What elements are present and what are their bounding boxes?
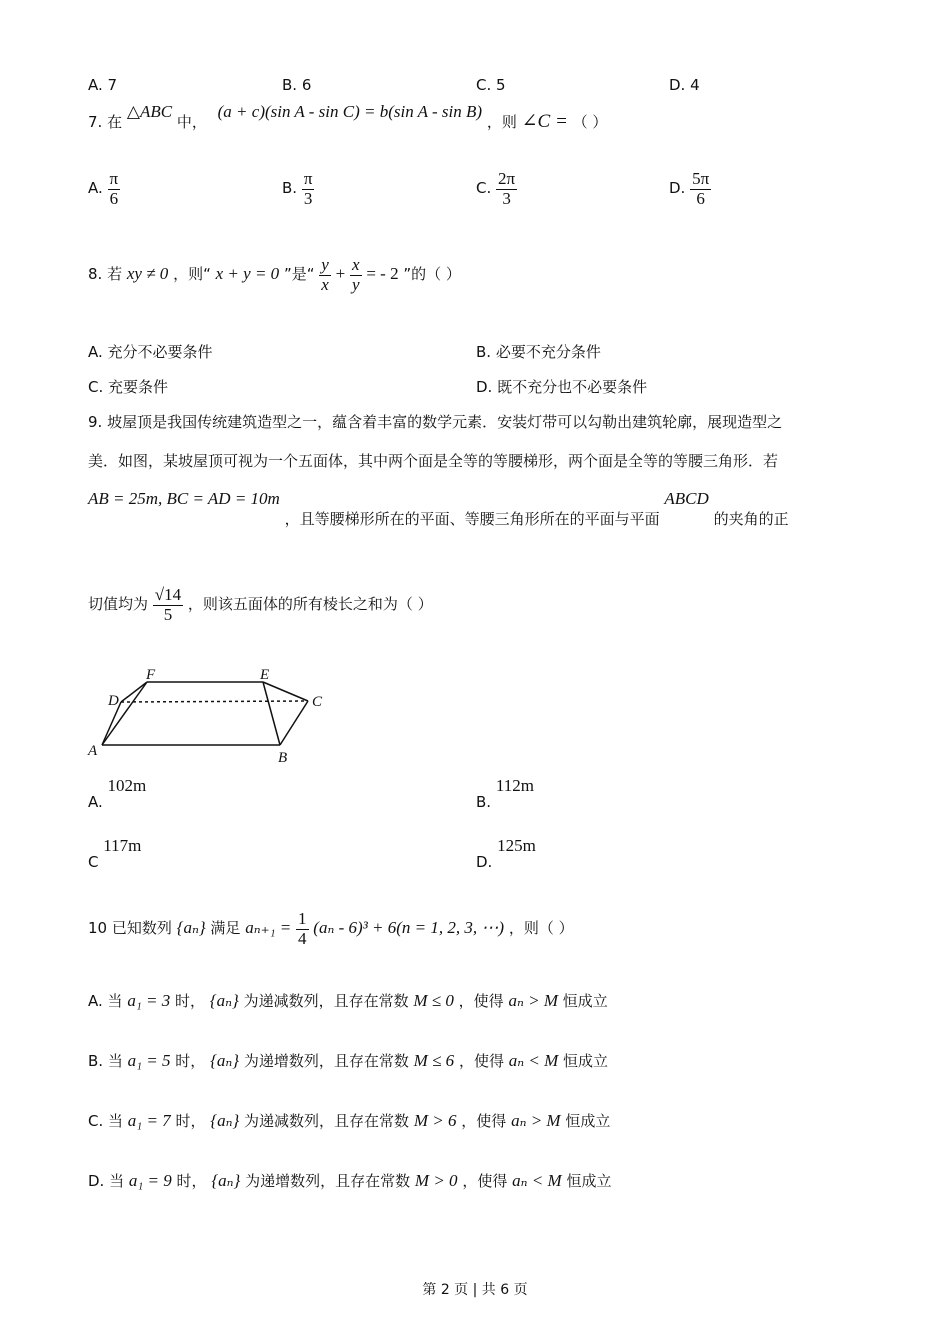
q10-option-b: B. 当 a₁ = 5 时， {aₙ} 为递增数列，且存在常数 M ≤ 6 ，使得 aₙ < M 恒成立 — [88, 1051, 609, 1070]
q8-option-a: A. 充分不必要条件 — [88, 343, 213, 361]
label-c: C — [312, 694, 323, 710]
q8-option-c: C. 充要条件 — [88, 378, 169, 396]
edge-af — [102, 682, 147, 745]
q9-option-c: C 117m — [88, 836, 142, 871]
edge-eb — [263, 682, 280, 745]
q8-option-b: B. 必要不充分条件 — [476, 343, 601, 361]
label-d: D — [108, 693, 119, 709]
label-e: E — [260, 667, 270, 683]
q6-option-a: A. 7 — [88, 76, 118, 94]
q7-option-b: B. $\frac{\pi}{3}$ — [282, 169, 313, 208]
q10-option-d: D. 当 a₁ = 9 时， {aₙ} 为递增数列，且存在常数 M > 0 ，使得 aₙ < M 恒成立 — [88, 1171, 612, 1190]
q10-option-a: A. 当 a₁ = 3 时， {aₙ} 为递减数列，且存在常数 M ≤ 0 ，使得 aₙ > M 恒成立 — [88, 991, 608, 1010]
page-footer: 第 2 页 | 共 6 页 — [422, 1282, 528, 1298]
label-f: F — [146, 667, 156, 683]
q9-line-3: AB = 25m, BC = AD = 10m ，且等腰梯形所在的平面、等腰三角形所在的平面与平面 ABCD 的夹角的正 — [88, 489, 789, 528]
q7-option-a: A. $\frac{\pi}{6}$ — [88, 169, 119, 208]
q9-line-4: 切值均为 $\frac{√14}{5}$ ，则该五面体的所有棱长之和为（ ） — [88, 585, 433, 624]
q7-option-c: C. $\frac{2\pi}{3}$ — [476, 169, 516, 208]
q6-option-b: B. 6 — [282, 76, 312, 94]
q8-option-d: D. 既不充分也不必要条件 — [476, 378, 648, 396]
q9-option-a: A. 102m — [88, 776, 147, 811]
edge-ec — [263, 682, 308, 701]
question-10-stem: 10 已知数列 {aₙ} 满足 aₙ₊₁ = $\frac{1}{4}$ (aₙ - 6)³ + 6(n = 1, 2, 3, ⋯) ，则（ ） — [88, 909, 574, 948]
question-7-stem: 7. 在 △ABC 中， (a + c)(sin A - sin C) = b(sin A - sin B) ，则 ∠C = （ ） — [88, 102, 608, 132]
label-b: B — [278, 750, 288, 766]
q6-option-d: D. 4 — [669, 76, 700, 94]
q9-line-2: 美．如图，某坡屋顶可视为一个五面体，其中两个面是全等的等腰梯形，两个面是全等的等腰三角形．若 — [88, 452, 779, 470]
label-a: A — [88, 743, 98, 759]
edge-dc-hidden — [121, 701, 308, 702]
q9-option-d: D. 125m — [476, 836, 536, 871]
edge-bc — [280, 701, 308, 745]
q7-option-d: D. $\frac{5\pi}{6}$ — [669, 169, 710, 208]
question-8-stem: 8. 若 xy ≠ 0 ，则“ x + y = 0 ”是“ $\frac{y}{x}$ + $\frac{x}{y}$ = - 2 ”的（ ） — [88, 255, 461, 294]
q6-option-c: C. 5 — [476, 76, 506, 94]
pentahedron-figure — [86, 662, 336, 766]
q10-option-c: C. 当 a₁ = 7 时， {aₙ} 为递减数列，且存在常数 M > 6 ，使得 aₙ > M 恒成立 — [88, 1111, 611, 1130]
q9-option-b: B. 112m — [476, 776, 534, 811]
q9-line-1: 9. 坡屋顶是我国传统建筑造型之一，蕴含着丰富的数学元素．安装灯带可以勾勒出建筑轮廓，展现造型之 — [88, 413, 783, 431]
